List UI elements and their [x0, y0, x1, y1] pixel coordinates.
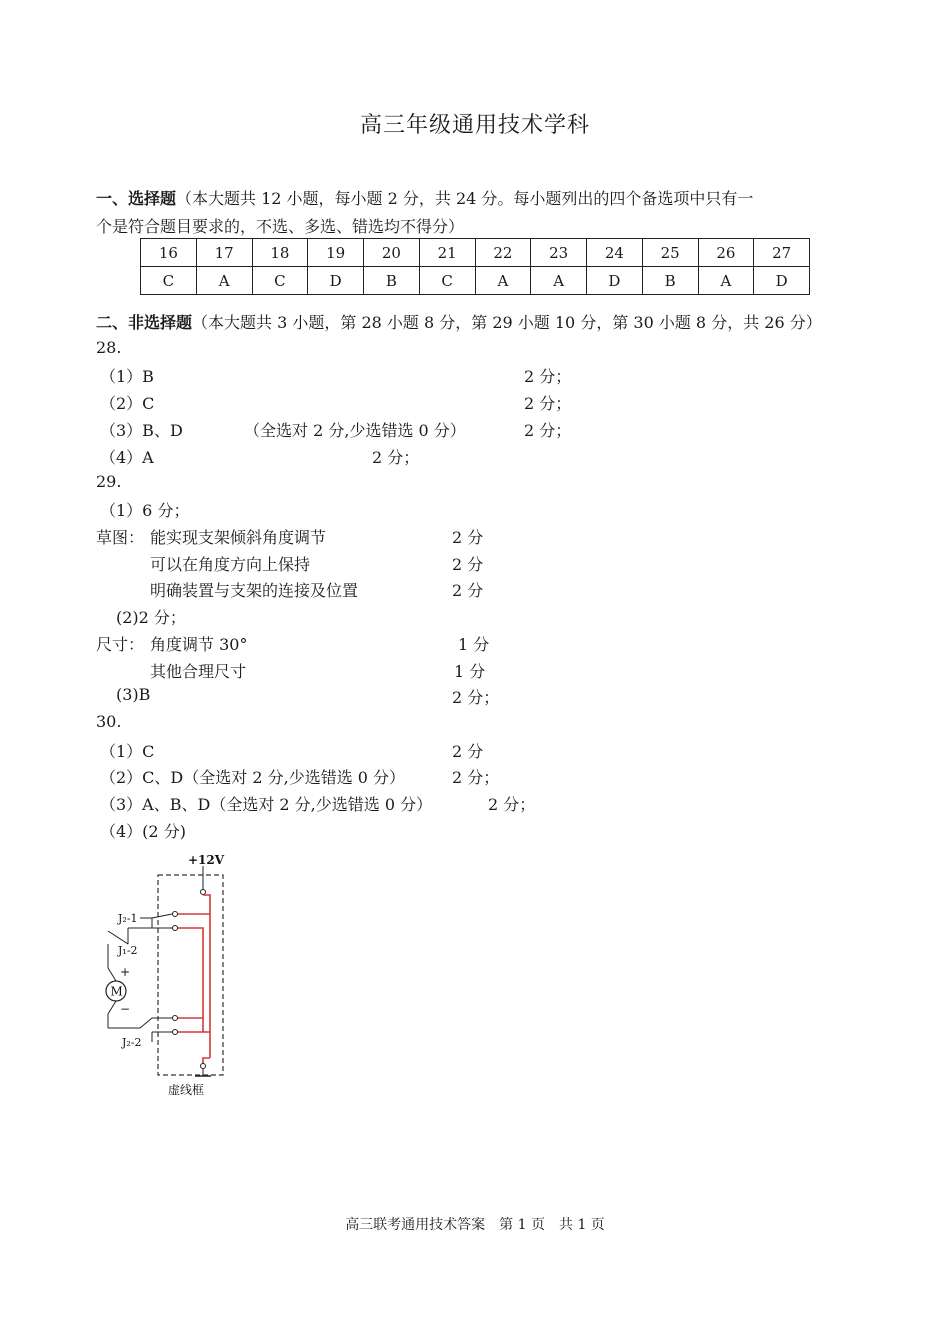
question-number-cell: 27 [754, 239, 810, 267]
answer-table [140, 238, 810, 295]
q29-sketch1-score: 2 分 [452, 528, 484, 547]
q29-part2: (2)2 分； [116, 608, 186, 627]
motor-bottom-wire [108, 1001, 116, 1014]
answer-cell: B [642, 267, 698, 295]
q28-item3-note: （全选对 2 分,少选错选 0 分） [244, 421, 466, 440]
terminal-j22-bottom [173, 1030, 178, 1035]
motor-label: M [110, 984, 123, 999]
red-wire-j21b [175, 928, 203, 1032]
q28-item4-score: 2 分； [372, 448, 420, 467]
q30-item1-text: （1）C [100, 742, 155, 761]
section1-desc-line2: 个是符合题目要求的，不选、多选、错选均不得分） [96, 217, 465, 236]
question-number-cell: 17 [196, 239, 252, 267]
section1-heading: 一、选择题 [96, 189, 177, 208]
q28-item1-score: 2 分； [524, 367, 572, 386]
answer-cell: A [196, 267, 252, 295]
answer-table-numbers-row [141, 239, 810, 267]
box-label: 虚线框 [168, 1083, 205, 1097]
red-wires [175, 895, 210, 1066]
answer-cell: A [698, 267, 754, 295]
q30-item3-text: （3）A、B、D（全选对 2 分,少选错选 0 分） [100, 795, 433, 814]
question-number-cell: 26 [698, 239, 754, 267]
q29-sketch3-text: 明确装置与支架的连接及位置 [150, 581, 359, 600]
q29-part3-score: 2 分； [452, 688, 500, 707]
supply-terminal [201, 890, 206, 895]
q29-sketch2-score: 2 分 [452, 555, 484, 574]
q29-size2-text: 其他合理尺寸 [150, 662, 247, 681]
q28-item4-text: （4）A [100, 448, 154, 467]
q29-part3-text: (3)B [116, 685, 151, 704]
answer-cell: C [419, 267, 475, 295]
q29-size1-text: 角度调节 30° [150, 635, 248, 654]
q29-size2-score: 1 分 [454, 662, 486, 681]
q30-item2-text: （2）C、D（全选对 2 分,少选错选 0 分） [100, 768, 406, 787]
q30-item3-score: 2 分； [488, 795, 536, 814]
q29-sketch1-text: 能实现支架倾斜角度调节 [150, 528, 327, 547]
q30-item2-score: 2 分； [452, 768, 500, 787]
q29-size-label: 尺寸： [96, 635, 145, 654]
question-number-cell: 22 [475, 239, 531, 267]
page-footer: 高三联考通用技术答案 第 1 页 共 1 页 [345, 1217, 605, 1233]
motor-top-wire [108, 968, 116, 981]
q30-part4: （4）(2 分) [100, 822, 186, 841]
answer-cell: C [252, 267, 308, 295]
dashed-box [158, 875, 223, 1075]
question-number-cell: 21 [419, 239, 475, 267]
q29-label: 29. [96, 472, 122, 491]
question-number-cell: 18 [252, 239, 308, 267]
section2-desc: （本大题共 3 小题，第 28 小题 8 分，第 29 小题 10 分，第 30 小题 8 分，共 26 分） [192, 313, 822, 332]
section1-desc: （本大题共 12 小题，每小题 2 分，共 24 分。每小题列出的四个备选项中只有一 [176, 189, 754, 208]
j12-contact [108, 931, 128, 944]
question-number-cell: 20 [364, 239, 420, 267]
answer-cell: A [475, 267, 531, 295]
q28-item3-score: 2 分； [524, 421, 572, 440]
ground-terminal [201, 1064, 206, 1069]
answer-cell: D [754, 267, 810, 295]
question-number-cell: 23 [531, 239, 587, 267]
answer-cell: D [587, 267, 643, 295]
answer-cell: D [308, 267, 364, 295]
j12-label: J₁-2 [118, 944, 138, 957]
q28-label: 28. [96, 338, 122, 357]
section2-line [96, 310, 822, 333]
q29-sketch-label: 草图： [96, 528, 145, 547]
answer-cell: C [141, 267, 197, 295]
red-wire-main [203, 895, 210, 1058]
terminal-j21-top [173, 912, 178, 917]
q29-sketch2-text: 可以在角度方向上保持 [150, 555, 311, 574]
terminal-j22-top [173, 1016, 178, 1021]
j21-label: J₂-1 [118, 912, 138, 925]
q29-sketch3-score: 2 分 [452, 581, 484, 600]
q28-item2-score: 2 分； [524, 394, 572, 413]
q29-size1-score: 1 分 [458, 635, 490, 654]
q29-part1: （1）6 分； [100, 501, 190, 520]
motor-minus: − [120, 1002, 131, 1016]
terminal-j21-bottom [173, 926, 178, 931]
question-number-cell: 19 [308, 239, 364, 267]
answer-cell: A [531, 267, 587, 295]
section2-heading: 二、非选择题 [96, 313, 193, 332]
q28-item3-text: （3）B、D [100, 421, 183, 440]
q28-item2-text: （2）C [100, 394, 155, 413]
q30-label: 30. [96, 712, 122, 731]
j22-contact-top [140, 1018, 152, 1028]
question-number-cell: 16 [141, 239, 197, 267]
j22-label: J₂-2 [122, 1036, 142, 1049]
page-title: 高三年级通用技术学科 [359, 113, 590, 138]
j21-contact [152, 914, 172, 918]
supply-label: +12V [188, 853, 225, 867]
question-number-cell: 25 [642, 239, 698, 267]
answer-cell: B [364, 267, 420, 295]
section1-line1 [96, 186, 753, 209]
motor-plus: + [120, 965, 131, 979]
q30-item1-score: 2 分 [452, 742, 484, 761]
circuit-diagram [100, 848, 240, 1108]
q28-item1-text: （1）B [100, 367, 154, 386]
answer-table-answers-row [141, 267, 810, 295]
question-number-cell: 24 [587, 239, 643, 267]
